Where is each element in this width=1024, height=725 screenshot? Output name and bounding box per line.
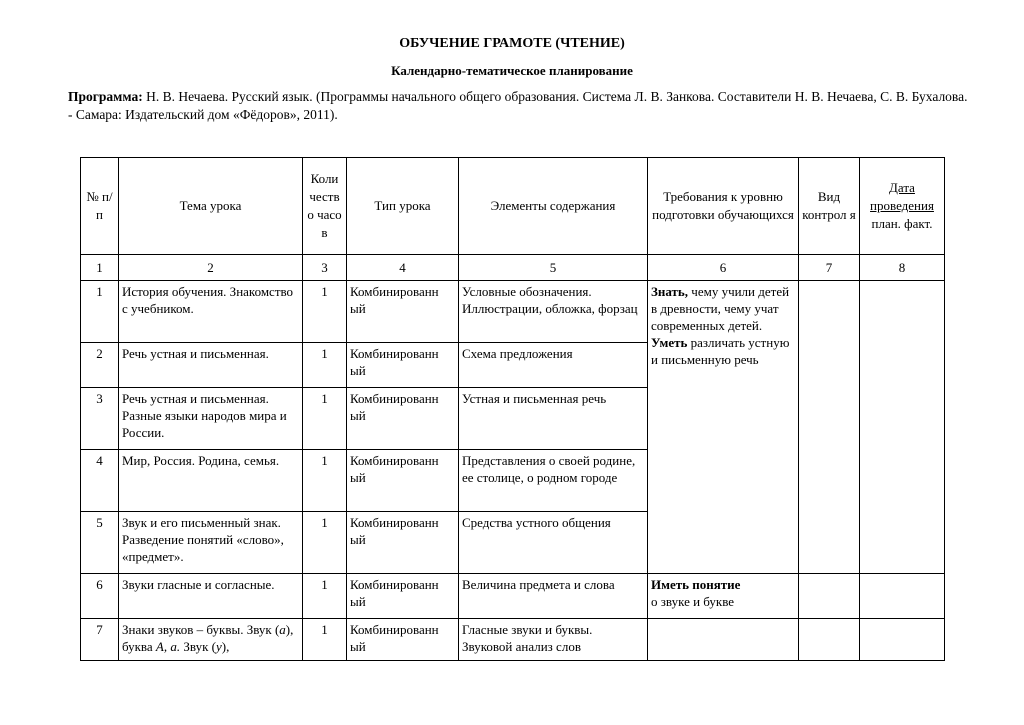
topic-part: Знаки звуков – буквы. Звук ( bbox=[122, 622, 280, 637]
topic-italic: А, а. bbox=[155, 639, 181, 654]
page-title: ОБУЧЕНИЕ ГРАМОТЕ (ЧТЕНИЕ) bbox=[399, 36, 625, 51]
col-number: 7 bbox=[799, 255, 860, 281]
col-number: 6 bbox=[648, 255, 799, 281]
row-type: Комбинированн ый bbox=[347, 343, 459, 388]
column-number-row bbox=[81, 255, 945, 281]
table-row bbox=[81, 574, 945, 619]
header-content: Элементы содержания bbox=[459, 158, 648, 255]
topic-part: ), bbox=[221, 639, 230, 654]
header-topic: Тема урока bbox=[119, 158, 303, 255]
topic-italic: у bbox=[215, 639, 222, 654]
row-num: 4 bbox=[81, 450, 119, 512]
concept-text: о звуке и букве bbox=[651, 594, 735, 609]
table-row bbox=[81, 619, 945, 661]
row-requirements bbox=[648, 574, 799, 619]
table-row bbox=[81, 281, 945, 343]
topic-part: Звук ( bbox=[180, 639, 216, 654]
row-requirements bbox=[648, 281, 799, 574]
program-label: Программа: bbox=[68, 89, 143, 104]
header-date-label: Дата проведения bbox=[870, 180, 934, 213]
row-topic: История обучения. Знакомство с учебником. bbox=[119, 281, 303, 343]
row-content: Величина предмета и слова bbox=[459, 574, 648, 619]
row-topic bbox=[119, 619, 303, 661]
table-header-row bbox=[81, 158, 945, 255]
row-control bbox=[799, 574, 860, 619]
row-type: Комбинированн ый bbox=[347, 574, 459, 619]
header-requirements: Требования к уровню подготовки обучающихся bbox=[648, 158, 799, 255]
header-type: Тип урока bbox=[347, 158, 459, 255]
can-label: Уметь bbox=[651, 335, 688, 350]
row-topic: Речь устная и письменная. Разные языки народов мира и России. bbox=[119, 388, 303, 450]
program-info bbox=[68, 88, 968, 124]
topic-part: ), буква bbox=[122, 622, 294, 654]
col-number: 8 bbox=[860, 255, 945, 281]
header-num: № п/п bbox=[81, 158, 119, 255]
know-label: Знать, bbox=[651, 284, 689, 299]
row-content: Схема предложения bbox=[459, 343, 648, 388]
row-hours: 1 bbox=[303, 574, 347, 619]
topic-italic: а bbox=[279, 622, 286, 637]
row-topic: Звуки гласные и согласные. bbox=[119, 574, 303, 619]
row-num: 7 bbox=[81, 619, 119, 661]
program-text: Н. В. Нечаева. Русский язык. (Программы начального общего образования. Система Л. В. Занкова. Составители Н. В. Нечаева, С. В. Бухалова. - Самара: Издательский дом «Фёдоров», 2011). bbox=[68, 89, 968, 122]
row-num: 6 bbox=[81, 574, 119, 619]
col-number: 3 bbox=[303, 255, 347, 281]
col-number: 2 bbox=[119, 255, 303, 281]
row-date bbox=[860, 281, 945, 574]
header-date-sub: план. факт. bbox=[871, 216, 933, 231]
row-content: Устная и письменная речь bbox=[459, 388, 648, 450]
row-content: Представления о своей родине, ее столице, о родном городе bbox=[459, 450, 648, 512]
row-num: 5 bbox=[81, 512, 119, 574]
row-type: Комбинированн ый bbox=[347, 388, 459, 450]
row-hours: 1 bbox=[303, 619, 347, 661]
row-hours: 1 bbox=[303, 450, 347, 512]
row-type: Комбинированн ый bbox=[347, 512, 459, 574]
planning-table bbox=[80, 157, 945, 661]
row-date bbox=[860, 574, 945, 619]
row-content: Средства устного общения bbox=[459, 512, 648, 574]
row-content: Гласные звуки и буквы. Звуковой анализ слов bbox=[459, 619, 648, 661]
row-type: Комбинированн ый bbox=[347, 281, 459, 343]
row-num: 3 bbox=[81, 388, 119, 450]
row-control bbox=[799, 281, 860, 574]
col-number: 5 bbox=[459, 255, 648, 281]
col-number: 4 bbox=[347, 255, 459, 281]
page-subtitle: Календарно-тематическое планирование bbox=[391, 63, 633, 78]
row-control bbox=[799, 619, 860, 661]
row-hours: 1 bbox=[303, 343, 347, 388]
row-topic: Речь устная и письменная. bbox=[119, 343, 303, 388]
row-topic: Звук и его письменный знак. Разведение понятий «слово», «предмет». bbox=[119, 512, 303, 574]
row-type: Комбинированн ый bbox=[347, 450, 459, 512]
can-text: различать устную и письменную речь bbox=[651, 335, 790, 367]
header-hours: Коли честв о часо в bbox=[303, 158, 347, 255]
row-num: 2 bbox=[81, 343, 119, 388]
row-requirements bbox=[648, 619, 799, 661]
row-hours: 1 bbox=[303, 281, 347, 343]
row-date bbox=[860, 619, 945, 661]
header-control: Вид контрол я bbox=[799, 158, 860, 255]
row-hours: 1 bbox=[303, 512, 347, 574]
row-topic: Мир, Россия. Родина, семья. bbox=[119, 450, 303, 512]
row-type: Комбинированн ый bbox=[347, 619, 459, 661]
concept-label: Иметь понятие bbox=[651, 577, 741, 592]
col-number: 1 bbox=[81, 255, 119, 281]
row-content: Условные обозначения. Иллюстрации, обложка, форзац bbox=[459, 281, 648, 343]
header-date bbox=[860, 158, 945, 255]
know-text: чему учили детей в древности, чему учат современных детей. bbox=[651, 284, 790, 333]
row-num: 1 bbox=[81, 281, 119, 343]
row-hours: 1 bbox=[303, 388, 347, 450]
